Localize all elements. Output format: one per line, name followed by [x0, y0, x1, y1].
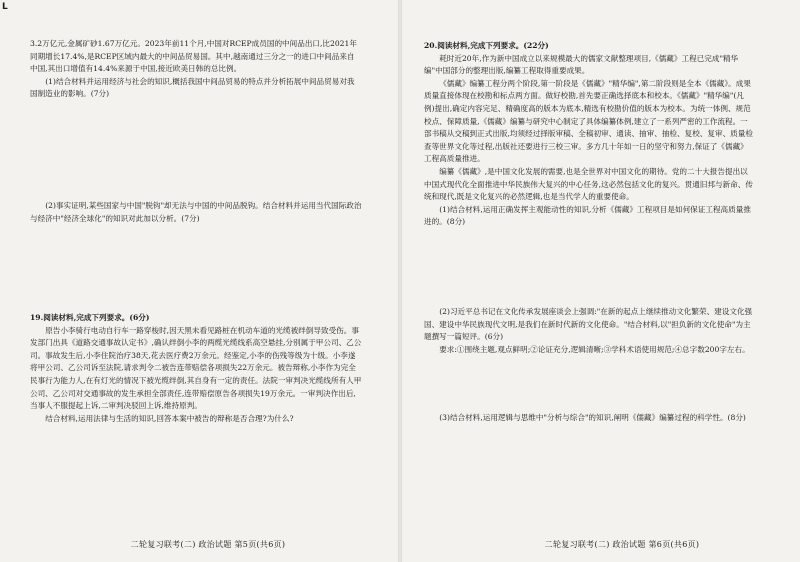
right-page — [402, 0, 800, 562]
q20-paragraph-2: 《儒藏》编纂工程分两个阶段,第一阶段是《儒藏》"精华编",第二阶段则是全本《儒藏》。成果质量直接体现在校勘和标点两方面。做好校勘,首先要正确选择底本和校本。《儒藏》"精华编"(凡例)提出,确定内容完足、精确度高的版本为底本,精选有校勘价值的版本为校本。为统一体例、规范校点、保障质量,《儒藏》编纂与研究中心制定了具体编纂体例,建立了一系列严密的工作流程。一部书稿从交稿到正式出版,均须经过择版审稿、全稿初审、通读、抽审、抽检、复校、复审、质量检查等世界文化等过程,出版社还要进行三校三审。多方几十年如一日的坚守和努力,保证了《儒藏》工程高质量推进。 — [424, 78, 753, 164]
q20-subquestion-1: (1)结合材料,运用正确发挥主观能动性的知识,分析《儒藏》工程项目是如何保证工程高质量推进的。(8分) — [424, 204, 751, 227]
q18-intro-block — [30, 38, 362, 101]
q20-subquestion-2: (2)习近平总书记在文化传承发展座谈会上强调:"在新的起点上继续推动文化繁荣、建设文化强国、建设中华民族现代文明,是我们在新时代新的文化使命。"结合材料,以"担负新的文化使命"为主题撰写一篇短评。(6分) — [424, 307, 753, 342]
q18-intro-text: 3.2万亿元,金属矿砂1.67万亿元。2023年前11个月,中国对RCEP成员国的中间品出口,比2021年同期增长17.4%,是RCEP区域内最大的中间品贸易国。其中,越南通过三分之一的进口中间品来自中国,其出口增值有14.4%来源于中国,接近欧美日韩的总比例。 — [30, 39, 357, 74]
q20-block — [424, 40, 754, 229]
q20-subquestion-3: (3)结合材料,运用逻辑与思维中"分析与综合"的知识,阐明《儒藏》编纂过程的科学性。(8分) — [439, 413, 746, 422]
q20-paragraph-1: 耗时近20年,作为新中国成立以来规模最大的儒家文献整理项目,《儒藏》工程已完成"精华编"中国部分的整理出版,编纂工程取得重要成果。 — [424, 53, 739, 76]
q19-material: 原告小李骑行电动自行车一路穿梭时,因天黑未看见路桩在机动车道的光缆被绊倒导致受伤。事发部门出具《道路交通事故认定书》,确认绊倒小李的两缆光缆线系高空悬挂,分别属于甲公司、乙公司。事故发生后,小李住院治疗38天,花去医疗费2万余元。经鉴定,小李的伤残等级为十级。小李遂将甲公司、乙公司诉至法院,请求判令二被告连带赔偿各项损失22万余元。被告辩称,小李作为完全民事行为能力人,在有灯光的情况下被光缆绊倒,其自身有一定的责任。法院一审判决光缆线所有人甲公司、乙公司对交通事故的发生承担全部责任,连带赔偿原告各项损失19万余元。一审判决作出后,当事人不服提起上诉,二审判决驳回上诉,维持原判。 — [30, 325, 362, 411]
q18-subquestion-1: (1)结合材料并运用经济与社会的知识,概括我国中间品贸易的特点并分析拓展中间品贸易对我国制造业的影响。(7分) — [30, 76, 355, 99]
q18-subquestion-2-block — [30, 200, 362, 225]
q20-paragraph-3: 编纂《儒藏》,是中国文化发展的需要,也是全世界对中国文化的期待。党的二十大报告提出以中国式现代化全面推进中华民族伟大复兴的中心任务,这必然包括文化的复兴。贯通旧邦与新命、传统和现代,既是文化复兴的必然逻辑,也是当代学人的重要使命。 — [424, 166, 753, 202]
corner-mark: L — [2, 2, 8, 12]
q18-subquestion-2: (2)事实证明,某些国家与中国"脱钩"却无法与中国的中间品脱钩。结合材料并运用当代国际政治与经济中"经济全球化"的知识对此加以分析。(7分) — [30, 201, 362, 223]
q19-question: 结合材料,运用法律与生活的知识,回答本案中被告的辩称是否合理?为什么? — [45, 413, 294, 423]
left-page — [0, 0, 398, 562]
left-page-footer: 二轮复习联考(二) 政治试题 第5页(共6页) — [130, 540, 286, 549]
q19-title: 19.阅读材料,完成下列要求。(6分) — [30, 313, 150, 322]
q20-subquestion-2-requirements: 要求:①围绕主题,观点鲜明;②论证充分,逻辑清晰;③学科术语使用规范;④总字数200字左右。 — [439, 344, 750, 354]
q20-subquestion-3-block — [424, 412, 754, 425]
q20-title: 20.阅读材料,完成下列要求。(22分) — [424, 41, 549, 50]
q19-block — [30, 312, 362, 425]
q20-subquestion-2-block — [424, 306, 754, 356]
right-page-footer: 二轮复习联考(二) 政治试题 第6页(共6页) — [544, 540, 700, 549]
